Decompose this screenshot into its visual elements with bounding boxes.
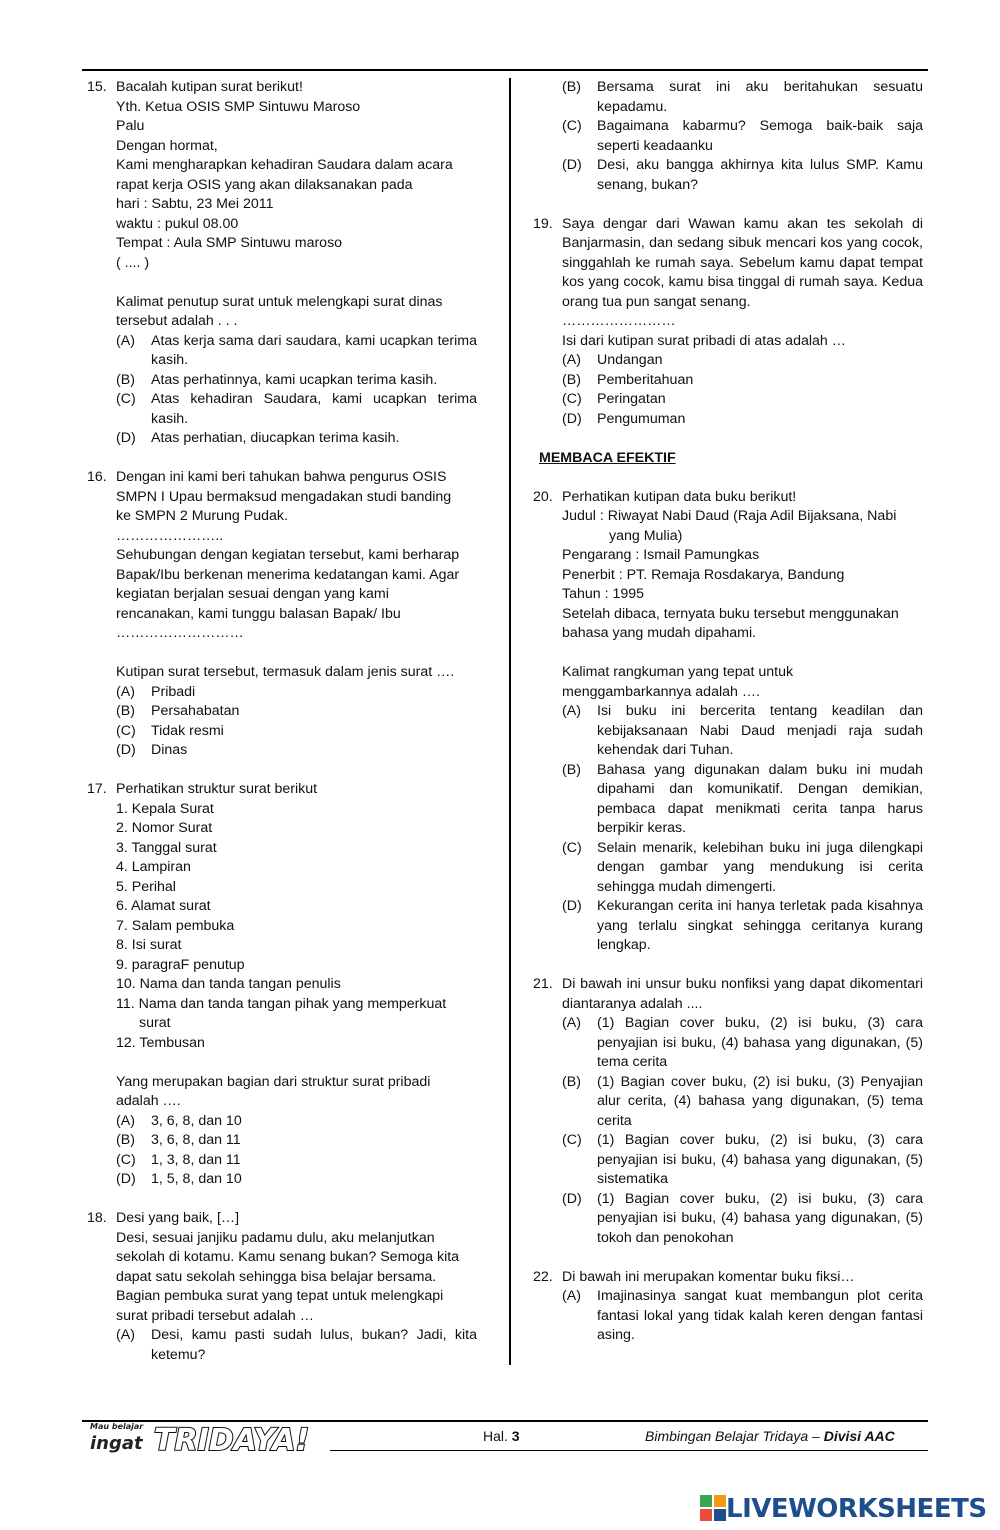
question-line: sekolah di kotamu. Kamu senang bukan? Semoga kita	[116, 1249, 460, 1265]
option-text: Persahabatan	[151, 703, 240, 719]
option-label: (B)	[116, 1132, 135, 1148]
question-line: 8. Isi surat	[116, 937, 182, 953]
option-text: Kekurangan cerita ini hanya terletak pada kisahnya yang terlalu singkat sehingga ceritanya kurang lengkap.	[597, 898, 923, 953]
question-line: 10. Nama dan tanda tangan penulis	[116, 976, 341, 992]
option-label: (A)	[116, 1112, 135, 1129]
answer-option[interactable]	[116, 683, 477, 703]
answer-option[interactable]	[116, 1170, 477, 1190]
logo-ingat: ingat	[90, 1433, 143, 1454]
option-text: Pemberitahuan	[597, 371, 694, 388]
logo-tagline: Mau belajar	[90, 1422, 144, 1431]
option-text: Desi, aku bangga akhirnya kita lulus SMP. Kamu senang, bukan?	[597, 157, 923, 193]
option-label: (A)	[562, 352, 581, 368]
question-number: 18.	[87, 1210, 107, 1226]
answer-option[interactable]	[562, 117, 923, 156]
answer-option[interactable]	[562, 1014, 923, 1073]
option-label: (B)	[562, 79, 581, 95]
question-line: Yth. Ketua OSIS SMP Sintuwu Maroso	[116, 98, 361, 115]
answer-option[interactable]	[562, 371, 923, 391]
question-line: Tempat : Aula SMP Sintuwu maroso	[116, 235, 343, 251]
answer-option[interactable]	[562, 156, 923, 195]
question-line: …………………..	[116, 527, 224, 544]
option-text: Atas perhatinnya, kami ucapkan terima kasih.	[151, 371, 438, 388]
answer-option[interactable]	[116, 1151, 477, 1171]
option-text: (1) Bagian cover buku, (2) isi buku, (3) cara penyajian isi buku, (4) bahasa yang digunakan, (5) tema cerita	[597, 1015, 923, 1070]
question-line: bahasa yang mudah dipahami.	[562, 625, 757, 641]
question-line: Kutipan surat tersebut, termasuk dalam jenis surat ….	[116, 664, 455, 680]
question-line: Palu	[116, 118, 145, 134]
question-number: 16.	[87, 469, 107, 485]
option-label: (C)	[116, 1151, 136, 1168]
question-line: Desi yang baik, […]	[116, 1210, 240, 1226]
question-18	[87, 1209, 477, 1365]
option-text: Bagaimana kabarmu? Semoga baik-baik saja seperti keadaanku	[597, 118, 923, 154]
question-17	[87, 780, 477, 1190]
option-text: 3, 6, 8, dan 10	[151, 1112, 242, 1129]
question-line: surat pribadi tersebut adalah …	[116, 1307, 314, 1324]
option-text: Dinas	[151, 742, 188, 758]
question-line: Setelah dibaca, ternyata buku tersebut menggunakan	[562, 605, 899, 622]
section-title: MEMBACA EFEKTIF	[539, 449, 676, 466]
question-line: adalah ….	[116, 1093, 181, 1109]
logo-brand: TRIDAYA!	[154, 1423, 310, 1455]
option-label: (A)	[116, 683, 135, 700]
question-line: 9. paragraF penutup	[116, 956, 245, 973]
liveworksheets-watermark	[700, 1494, 987, 1524]
question-line: Tahun : 1995	[562, 586, 645, 602]
option-label: (A)	[562, 1015, 581, 1031]
answer-option[interactable]	[116, 722, 477, 742]
answer-option[interactable]	[562, 1287, 923, 1346]
question-line: Bacalah kutipan surat berikut!	[116, 79, 303, 95]
answer-option[interactable]	[562, 1073, 923, 1132]
page-value: 3	[511, 1428, 520, 1444]
question-line	[116, 1053, 477, 1073]
tridaya-logo	[88, 1419, 333, 1455]
option-text: Selain menarik, kelebihan buku ini juga dilengkapi dengan gambar yang mendukung isi cerita sehingga mudah dimengerti.	[597, 839, 923, 895]
question-line: Penerbit : PT. Remaja Rosdakarya, Bandung	[562, 566, 845, 583]
option-label: (C)	[562, 839, 582, 856]
option-text: Desi, kamu pasti sudah lulus, bukan? Jadi, kita ketemu?	[151, 1327, 477, 1363]
question-line: ( .... )	[116, 254, 150, 271]
credit-division: Divisi AAC	[823, 1428, 895, 1444]
question-line: Isi dari kutipan surat pribadi di atas adalah …	[562, 332, 846, 349]
option-label: (C)	[562, 391, 582, 407]
question-line: SMPN I Upau bermaksud mengadakan studi banding	[116, 488, 452, 505]
answer-option[interactable]	[116, 1326, 477, 1365]
page-number	[483, 1428, 520, 1444]
page-label: Hal.	[483, 1428, 508, 1444]
answer-option[interactable]	[562, 1131, 923, 1190]
question-number: 17.	[87, 781, 107, 797]
answer-option[interactable]	[562, 897, 923, 956]
question-line: 12. Tembusan	[116, 1034, 205, 1051]
option-label: (C)	[562, 1132, 582, 1148]
column-divider	[509, 78, 511, 1365]
question-18-continued	[533, 78, 923, 195]
option-text: Bersama surat ini aku beritahukan sesuatu kepadamu.	[597, 79, 923, 115]
question-line	[116, 644, 477, 664]
answer-option[interactable]	[116, 702, 477, 722]
question-number: 21.	[533, 976, 553, 992]
question-number: 20.	[533, 488, 553, 505]
question-line: Bagian pembuka surat yang tepat untuk melengkapi	[116, 1288, 444, 1304]
footer-credit	[645, 1428, 895, 1444]
question-line: rencanakan, kami tunggu balasan Bapak/ Ibu	[116, 605, 401, 622]
liveworksheets-icon	[700, 1495, 726, 1523]
question-line: 3. Tanggal surat	[116, 839, 217, 856]
question-line: menggambarkannya adalah ….	[562, 683, 760, 700]
answer-option[interactable]	[116, 741, 477, 761]
option-label: (D)	[116, 742, 136, 758]
credit-text: Bimbingan Belajar Tridaya –	[645, 1428, 824, 1444]
option-text: Pribadi	[151, 683, 196, 700]
question-line: Kalimat penutup surat untuk melengkapi surat dinas	[116, 293, 443, 310]
question-line: ……………………	[562, 313, 676, 329]
question-line: ke SMPN 2 Murung Pudak.	[116, 508, 288, 524]
option-text: 1, 5, 8, dan 10	[151, 1171, 242, 1187]
question-line: Dengan hormat,	[116, 137, 218, 154]
option-label: (A)	[116, 332, 135, 349]
question-line: Yang merupakan bagian dari struktur surat pribadi	[116, 1073, 431, 1090]
option-text: 3, 6, 8, dan 11	[151, 1132, 241, 1148]
question-20	[533, 488, 923, 956]
option-label: (A)	[562, 1288, 581, 1304]
answer-option[interactable]	[562, 761, 923, 839]
option-label: (B)	[562, 1073, 581, 1090]
option-text: (1) Bagian cover buku, (2) isi buku, (3) cara penyajian isi buku, (4) bahasa yang digunakan, (5) sistematika	[597, 1132, 923, 1187]
option-text: (1) Bagian cover buku, (2) isi buku, (3) cara penyajian isi buku, (4) bahasa yang digunakan, (5) tokoh dan penokohan	[597, 1190, 923, 1246]
question-line: ………………………	[116, 625, 244, 641]
option-text: 1, 3, 8, dan 11	[151, 1151, 241, 1168]
option-label: (D)	[562, 410, 582, 427]
option-text: Pengumuman	[597, 410, 686, 427]
option-text: Atas perhatian, diucapkan terima kasih.	[151, 430, 400, 446]
answer-option[interactable]	[116, 1112, 477, 1132]
question-line: 7. Salam pembuka	[116, 917, 235, 934]
option-label: (D)	[116, 430, 136, 446]
option-text: Tidak resmi	[151, 722, 224, 739]
option-text: Peringatan	[597, 391, 666, 407]
answer-option[interactable]	[116, 332, 477, 371]
answer-option[interactable]	[116, 371, 477, 391]
question-line: dapat satu sekolah sehingga bisa belajar bersama.	[116, 1268, 437, 1285]
answer-option[interactable]	[116, 1131, 477, 1151]
question-16	[87, 468, 477, 761]
question-line: Judul : Riwayat Nabi Daud (Raja Adil Bijaksana, Nabi yang Mulia)	[562, 508, 897, 544]
question-19	[533, 215, 923, 430]
question-line: Sehubungan dengan kegiatan tersebut, kami berharap	[116, 547, 460, 563]
question-line	[562, 644, 923, 664]
option-text: Bahasa yang digunakan dalam buku ini mudah dipahami dan komunikatif. Dengan demikian, pembaca dapat menikmati cerita tanpa harus berpikir keras.	[597, 761, 923, 836]
option-text: Undangan	[597, 352, 663, 368]
option-label: (D)	[562, 1190, 582, 1207]
question-22	[533, 1268, 923, 1346]
question-line: rapat kerja OSIS yang akan dilaksanakan pada	[116, 176, 413, 193]
option-label: (B)	[562, 371, 581, 388]
question-line: 5. Perihal	[116, 878, 176, 895]
answer-option[interactable]	[562, 1190, 923, 1249]
question-number: 15.	[87, 79, 107, 95]
option-text: Imajinasinya sangat kuat membangun plot cerita fantasi lokal yang tidak kalah keren dengan fantasi asing.	[597, 1288, 923, 1343]
answer-option[interactable]	[562, 390, 923, 410]
right-column	[533, 78, 923, 1365]
option-label: (C)	[116, 722, 136, 739]
watermark-text: LIVEWORKSHEETS	[726, 1494, 987, 1524]
question-line: waktu : pukul 08.00	[116, 215, 239, 232]
top-rule	[82, 69, 928, 71]
option-label: (C)	[116, 391, 136, 407]
question-line: Dengan ini kami beri tahukan bahwa pengurus OSIS	[116, 469, 447, 485]
question-21	[533, 975, 923, 1248]
option-label: (B)	[562, 761, 581, 778]
option-label: (D)	[562, 157, 582, 173]
question-text: Di bawah ini merupakan komentar buku fiksi…	[562, 1268, 855, 1285]
footer-rule-lower	[330, 1450, 928, 1451]
option-text: Isi buku ini bercerita tentang keadilan dan kebijaksanaan Nabi Daud menjadi raja sudah kehendak dari Tuhan.	[597, 703, 923, 758]
answer-option[interactable]	[562, 78, 923, 117]
option-text: Atas kehadiran Saudara, kami ucapkan terima kasih.	[151, 391, 477, 427]
question-line: hari : Sabtu, 23 Mei 2011	[116, 196, 274, 212]
question-line: Desi, sesuai janjiku padamu dulu, aku melanjutkan	[116, 1229, 435, 1246]
option-label: (D)	[562, 898, 582, 914]
option-label: (B)	[116, 703, 135, 719]
question-line: Perhatikan struktur surat berikut	[116, 781, 318, 797]
question-line: Kalimat rangkuman yang tepat untuk	[562, 664, 794, 680]
question-line	[116, 273, 477, 293]
option-text: (1) Bagian cover buku, (2) isi buku, (3) Penyajian alur cerita, (4) bahasa yang digunakan, (5) tema cerita	[597, 1073, 923, 1129]
question-line: 1. Kepala Surat	[116, 800, 214, 817]
question-line: Pengarang : Ismail Pamungkas	[562, 547, 760, 563]
question-line: 6. Alamat surat	[116, 898, 211, 914]
option-label: (A)	[562, 703, 581, 719]
question-text: Di bawah ini unsur buku nonfiksi yang dapat dikomentari diantaranya adalah ....	[562, 976, 923, 1012]
option-label: (D)	[116, 1171, 136, 1187]
question-line: Bapak/Ibu berkenan menerima kedatangan kami. Agar	[116, 566, 460, 583]
answer-option[interactable]	[562, 351, 923, 371]
option-label: (A)	[116, 1327, 135, 1343]
option-text: Atas kerja sama dari saudara, kami ucapkan terima kasih.	[151, 332, 477, 368]
question-line: 4. Lampiran	[116, 859, 191, 875]
answer-option[interactable]	[562, 839, 923, 898]
question-line: 2. Nomor Surat	[116, 820, 213, 836]
answer-option[interactable]	[116, 429, 477, 449]
question-line: Kami mengharapkan kehadiran Saudara dalam acara	[116, 157, 453, 173]
question-line: kegiatan berjalan sesuai dengan yang kami	[116, 586, 389, 602]
question-line: tersebut adalah . . .	[116, 313, 238, 329]
question-text: Saya dengar dari Wawan kamu akan tes sekolah di Banjarmasin, dan sedang sibuk mencari kos yang cocok, singgahlah ke rumah saya. Sebelum kamu dapat tempat kos yang cocok, kamu bisa tinggal di rumah saya. Kedua orang tua pun sangat senang.	[562, 215, 923, 310]
answer-option[interactable]	[562, 702, 923, 761]
question-number: 22.	[533, 1268, 553, 1285]
question-line: 11. Nama dan tanda tangan pihak yang memperkuat surat	[116, 995, 447, 1031]
option-label: (C)	[562, 118, 582, 134]
answer-option[interactable]	[116, 390, 477, 429]
answer-option[interactable]	[562, 410, 923, 430]
question-line: Perhatikan kutipan data buku berikut!	[562, 488, 797, 505]
option-label: (B)	[116, 371, 135, 388]
left-column	[87, 78, 477, 1365]
question-15	[87, 78, 477, 449]
question-number: 19.	[533, 215, 553, 232]
